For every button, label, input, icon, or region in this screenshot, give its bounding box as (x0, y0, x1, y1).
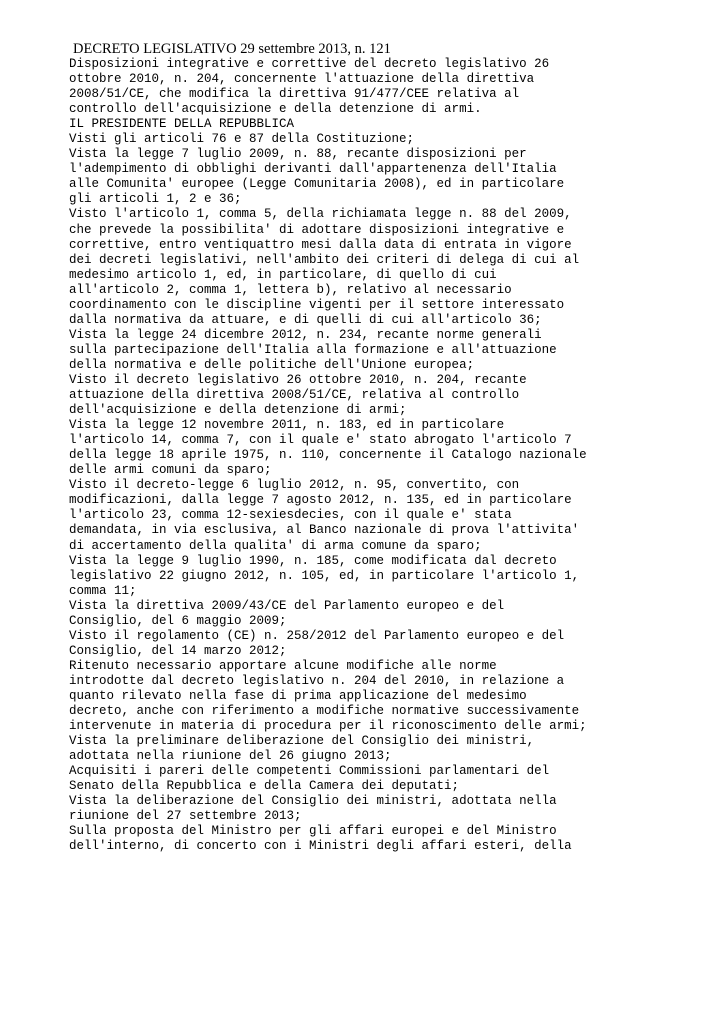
document-body (69, 57, 587, 854)
body-text-line: attuazione della direttiva 2008/51/CE, relativa al controllo (69, 388, 520, 403)
body-text-line: intervenute in materia di procedura per il riconoscimento delle armi; (69, 719, 587, 734)
body-text-line: Ritenuto necessario apportare alcune modifiche alle norme (69, 658, 497, 673)
body-text-line: Visto il decreto-legge 6 luglio 2012, n. 95, convertito, con (69, 478, 520, 493)
body-text-line: l'articolo 14, comma 7, con il quale e' stato abrogato l'articolo 7 (69, 433, 572, 448)
body-text-line: Visti gli articoli 76 e 87 della Costituzione; (69, 132, 415, 147)
body-text-line: Vista la deliberazione del Consiglio dei ministri, adottata nella (69, 794, 557, 809)
body-text-line: 2008/51/CE, che modifica la direttiva 91/477/CEE relativa al (69, 87, 520, 102)
body-text-line: Acquisiti i pareri delle competenti Commissioni parlamentari del (69, 764, 550, 779)
body-text-line: medesimo articolo 1, ed, in particolare, di quello di cui (69, 267, 497, 282)
body-text-line: Vista la legge 24 dicembre 2012, n. 234, recante norme generali (69, 327, 542, 342)
body-text-line: dalla normativa da attuare, e di quelli di cui all'articolo 36; (69, 312, 542, 327)
body-text-line: decreto, anche con riferimento a modifiche normative successivamente (69, 704, 580, 719)
body-text-line: dell'acquisizione e della detenzione di armi; (69, 403, 407, 418)
body-text-line: comma 11; (69, 583, 137, 598)
body-text-line: adottata nella riunione del 26 giugno 2013; (69, 749, 392, 764)
body-text-line: riunione del 27 settembre 2013; (69, 809, 302, 824)
body-text-line: gli articoli 1, 2 e 36; (69, 192, 242, 207)
body-text-line: alle Comunita' europee (Legge Comunitaria 2008), ed in particolare (69, 177, 565, 192)
body-text-line: Vista la legge 9 luglio 1990, n. 185, come modificata dal decreto (69, 553, 557, 568)
body-text-line: dei decreti legislativi, nell'ambito dei criteri di delega di cui al (69, 252, 580, 267)
document-title: DECRETO LEGISLATIVO 29 settembre 2013, n. 121 (73, 41, 391, 57)
body-text-line: Vista la direttiva 2009/43/CE del Parlamento europeo e del (69, 598, 505, 613)
body-text-line: sulla partecipazione dell'Italia alla formazione e all'attuazione (69, 342, 557, 357)
body-text-line: dell'interno, di concerto con i Ministri degli affari esteri, della (69, 839, 572, 854)
body-text-line: Consiglio, del 14 marzo 2012; (69, 643, 287, 658)
body-text-line: controllo dell'acquisizione e della detenzione di armi. (69, 102, 482, 117)
body-text-line: Visto l'articolo 1, comma 5, della richiamata legge n. 88 del 2009, (69, 207, 572, 222)
body-text-line: all'articolo 2, comma 1, lettera b), relativo al necessario (69, 282, 512, 297)
body-text-line: introdotte dal decreto legislativo n. 204 del 2010, in relazione a (69, 673, 565, 688)
body-text-line: legislativo 22 giugno 2012, n. 105, ed, in particolare l'articolo 1, (69, 568, 580, 583)
body-text-line: Visto il regolamento (CE) n. 258/2012 del Parlamento europeo e del (69, 628, 565, 643)
body-text-line: Vista la legge 12 novembre 2011, n. 183, ed in particolare (69, 418, 505, 433)
body-text-line: demandata, in via esclusiva, al Banco nazionale di prova l'attivita' (69, 523, 580, 538)
body-text-line: l'articolo 23, comma 12-sexiesdecies, con il quale e' stata (69, 508, 512, 523)
body-text-line: IL PRESIDENTE DELLA REPUBBLICA (69, 117, 295, 132)
body-text-line: modificazioni, dalla legge 7 agosto 2012, n. 135, ed in particolare (69, 493, 572, 508)
body-text-line: Disposizioni integrative e correttive del decreto legislativo 26 (69, 57, 550, 71)
body-text-line: Vista la legge 7 luglio 2009, n. 88, recante disposizioni per (69, 147, 527, 162)
body-text-line: della legge 18 aprile 1975, n. 110, concernente il Catalogo nazionale (69, 448, 587, 463)
body-text-line: che prevede la possibilita' di adottare disposizioni integrative e (69, 222, 565, 237)
body-text-line: Sulla proposta del Ministro per gli affari europei e del Ministro (69, 824, 557, 839)
body-text-line: quanto rilevato nella fase di prima applicazione del medesimo (69, 688, 527, 703)
body-text-line: ottobre 2010, n. 204, concernente l'attuazione della direttiva (69, 72, 535, 87)
body-text-line: l'adempimento di obblighi derivanti dall'appartenenza dell'Italia (69, 162, 557, 177)
body-text-line: Consiglio, del 6 maggio 2009; (69, 613, 287, 628)
body-text-line: coordinamento con le discipline vigenti per il settore interessato (69, 297, 565, 312)
body-text-line: di accertamento della qualita' di arma comune da sparo; (69, 538, 482, 553)
body-text-line: Senato della Repubblica e della Camera dei deputati; (69, 779, 460, 794)
body-text-line: Visto il decreto legislativo 26 ottobre 2010, n. 204, recante (69, 372, 527, 387)
body-text-line: Vista la preliminare deliberazione del Consiglio dei ministri, (69, 734, 535, 749)
body-text-line: delle armi comuni da sparo; (69, 463, 272, 478)
body-text-line: della normativa e delle politiche dell'Unione europea; (69, 357, 475, 372)
body-text-line: correttive, entro ventiquattro mesi dalla data di entrata in vigore (69, 237, 572, 252)
